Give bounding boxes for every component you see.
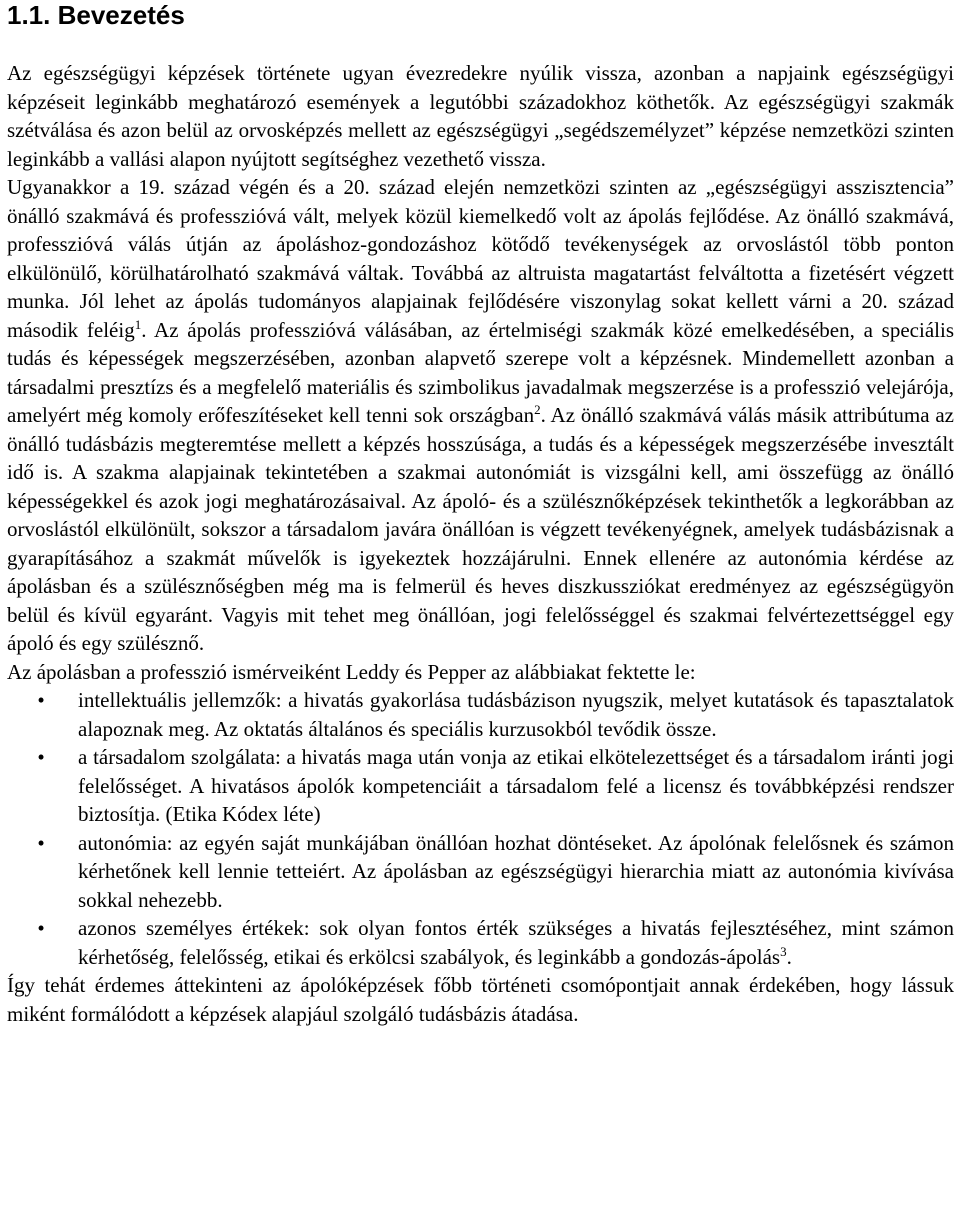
paragraph-text: . Az önálló szakmává válás másik attribútuma az önálló tudásbázis megteremtése mellett a képzés hosszúsága, a tudás és a képességek megszerzésébe invesztált idő is. A szakma alapjainak tekintetében a szakmai autonómiát is vizsgálni kell, ami összefügg az önálló képességekkel és azok jogi meghatározásaival. Az ápoló- és a szülésznőképzések tekinthetők a legkorábban az orvoslástól elkülönült, sokszor a társadalom javára önállóan is végzett tevékenyégnek, amelyek tudásbázisnak a gyarapításához a szakmát művelők is igyekeztek hozzájárulni. Ennek ellenére az autonómia kérdése az ápolásban és a szülésznőségben még ma is felmerül és heves diszkussziókat eredményez az egészségügyön belül és kívül egyaránt. Vagyis mit tehet meg önállóan, jogi felelősséggel és szakmai felvértezettséggel egy ápoló és egy szülésznő. [7,403,954,655]
document-page [7,0,954,1028]
bullet-icon: • [37,916,45,940]
bullet-icon: • [37,745,45,769]
criteria-list [7,686,954,971]
section-heading: 1.1. Bevezetés [7,0,185,30]
paragraph-profession [7,173,954,658]
list-item-text: azonos személyes értékek: sok olyan fontos érték szükséges a hivatás fejlesztéséhez, mint számon kérhetőség, felelősség, etikai és erkölcsi szabályok, és leginkább a gondozás-ápolás [78,916,954,969]
list-item-text: a társadalom szolgálata: a hivatás maga után vonja az etikai elkötelezettséget és a társadalom iránti jogi felelősséget. A hivatásos ápolók kompetenciáit a társadalom felé a licensz és továbbképzési rendszer biztosítja. (Etika Kódex léte) [78,745,954,826]
paragraph-text: Ugyanakkor a 19. század végén és a 20. század elején nemzetközi szinten az „egészségügyi asszisztencia” önálló szakmává és professzióvá vált, melyek közül kiemelkedő volt az ápolás fejlődése. Az önálló szakmává, professzióvá válás útján az ápoláshoz-gondozáshoz kötődő tevékenységek az orvoslástól több ponton elkülönülő, körülhatárolható szakmává váltak. Továbbá az altruista magatartást felváltotta a fizetésért végzett munka. Jól lehet az ápolás tudományos alapjainak fejlődésére viszonylag sokat kellett várni a 20. század második feléig [7,175,954,342]
list-item-text: . [786,944,792,969]
paragraph-text: . Az ápolás professzióvá válásában, az értelmiségi szakmák közé emelkedésében, a speciális tudás és képességek megszerzésében, azonban alapvető szerepe volt a képzésnek. Mindemellett azonban a társadalmi presztízs és a megfelelő materiális és szimbolikus javadalmak megszerzése is a professzió velejárója, amelyért még komoly erőfeszítéseket kell tenni sok országban [7,317,954,427]
paragraph-closing: Így tehát érdemes áttekinteni az ápolóképzések főbb történeti csomópontjait annak érdekében, hogy lássuk miként formálódott a képzések alapjául szolgáló tudásbázis átadása. [7,973,954,1026]
list-item [7,914,954,971]
footnote-ref-3[interactable]: 3 [780,943,787,959]
footnote-ref-1[interactable]: 1 [134,316,142,332]
list-item [7,686,954,743]
list-item-text: autonómia: az egyén saját munkájában önállóan hozhat döntéseket. Az ápolónak felelősnek és számon kérhetőnek kell lennie tetteiért. Az ápolásban az egészségügyi hierarchia miatt az autonómia kivívása sokkal nehezebb. [78,830,954,912]
bullet-icon: • [37,830,45,855]
paragraph-intro: Az egészségügyi képzések története ugyan évezredekre nyúlik vissza, azonban a napjaink egészségügyi képzéseit leginkább meghatározó események a legutóbbi századokhoz köthetők. Az egészségügyi szakmák szétválása és azon belül az orvosképzés mellett az egészségügyi „segédszemélyzet” képzése nemzetközi szinten leginkább a vallási alapon nyújtott segítséghez vezethető vissza. [7,61,954,171]
footnote-ref-2[interactable]: 2 [534,402,541,417]
list-item [7,829,954,915]
list-item-text: intellektuális jellemzők: a hivatás gyakorlása tudásbázison nyugszik, melyet kutatások és tapasztalatok alapoznak meg. Az oktatás általános és speciális kurzusokból tevődik össze. [78,688,954,741]
paragraph-criteria-intro: Az ápolásban a professzió ismérveiként Leddy és Pepper az alábbiakat fektette le: [7,659,696,684]
list-item [7,743,954,829]
bullet-icon: • [37,688,45,712]
